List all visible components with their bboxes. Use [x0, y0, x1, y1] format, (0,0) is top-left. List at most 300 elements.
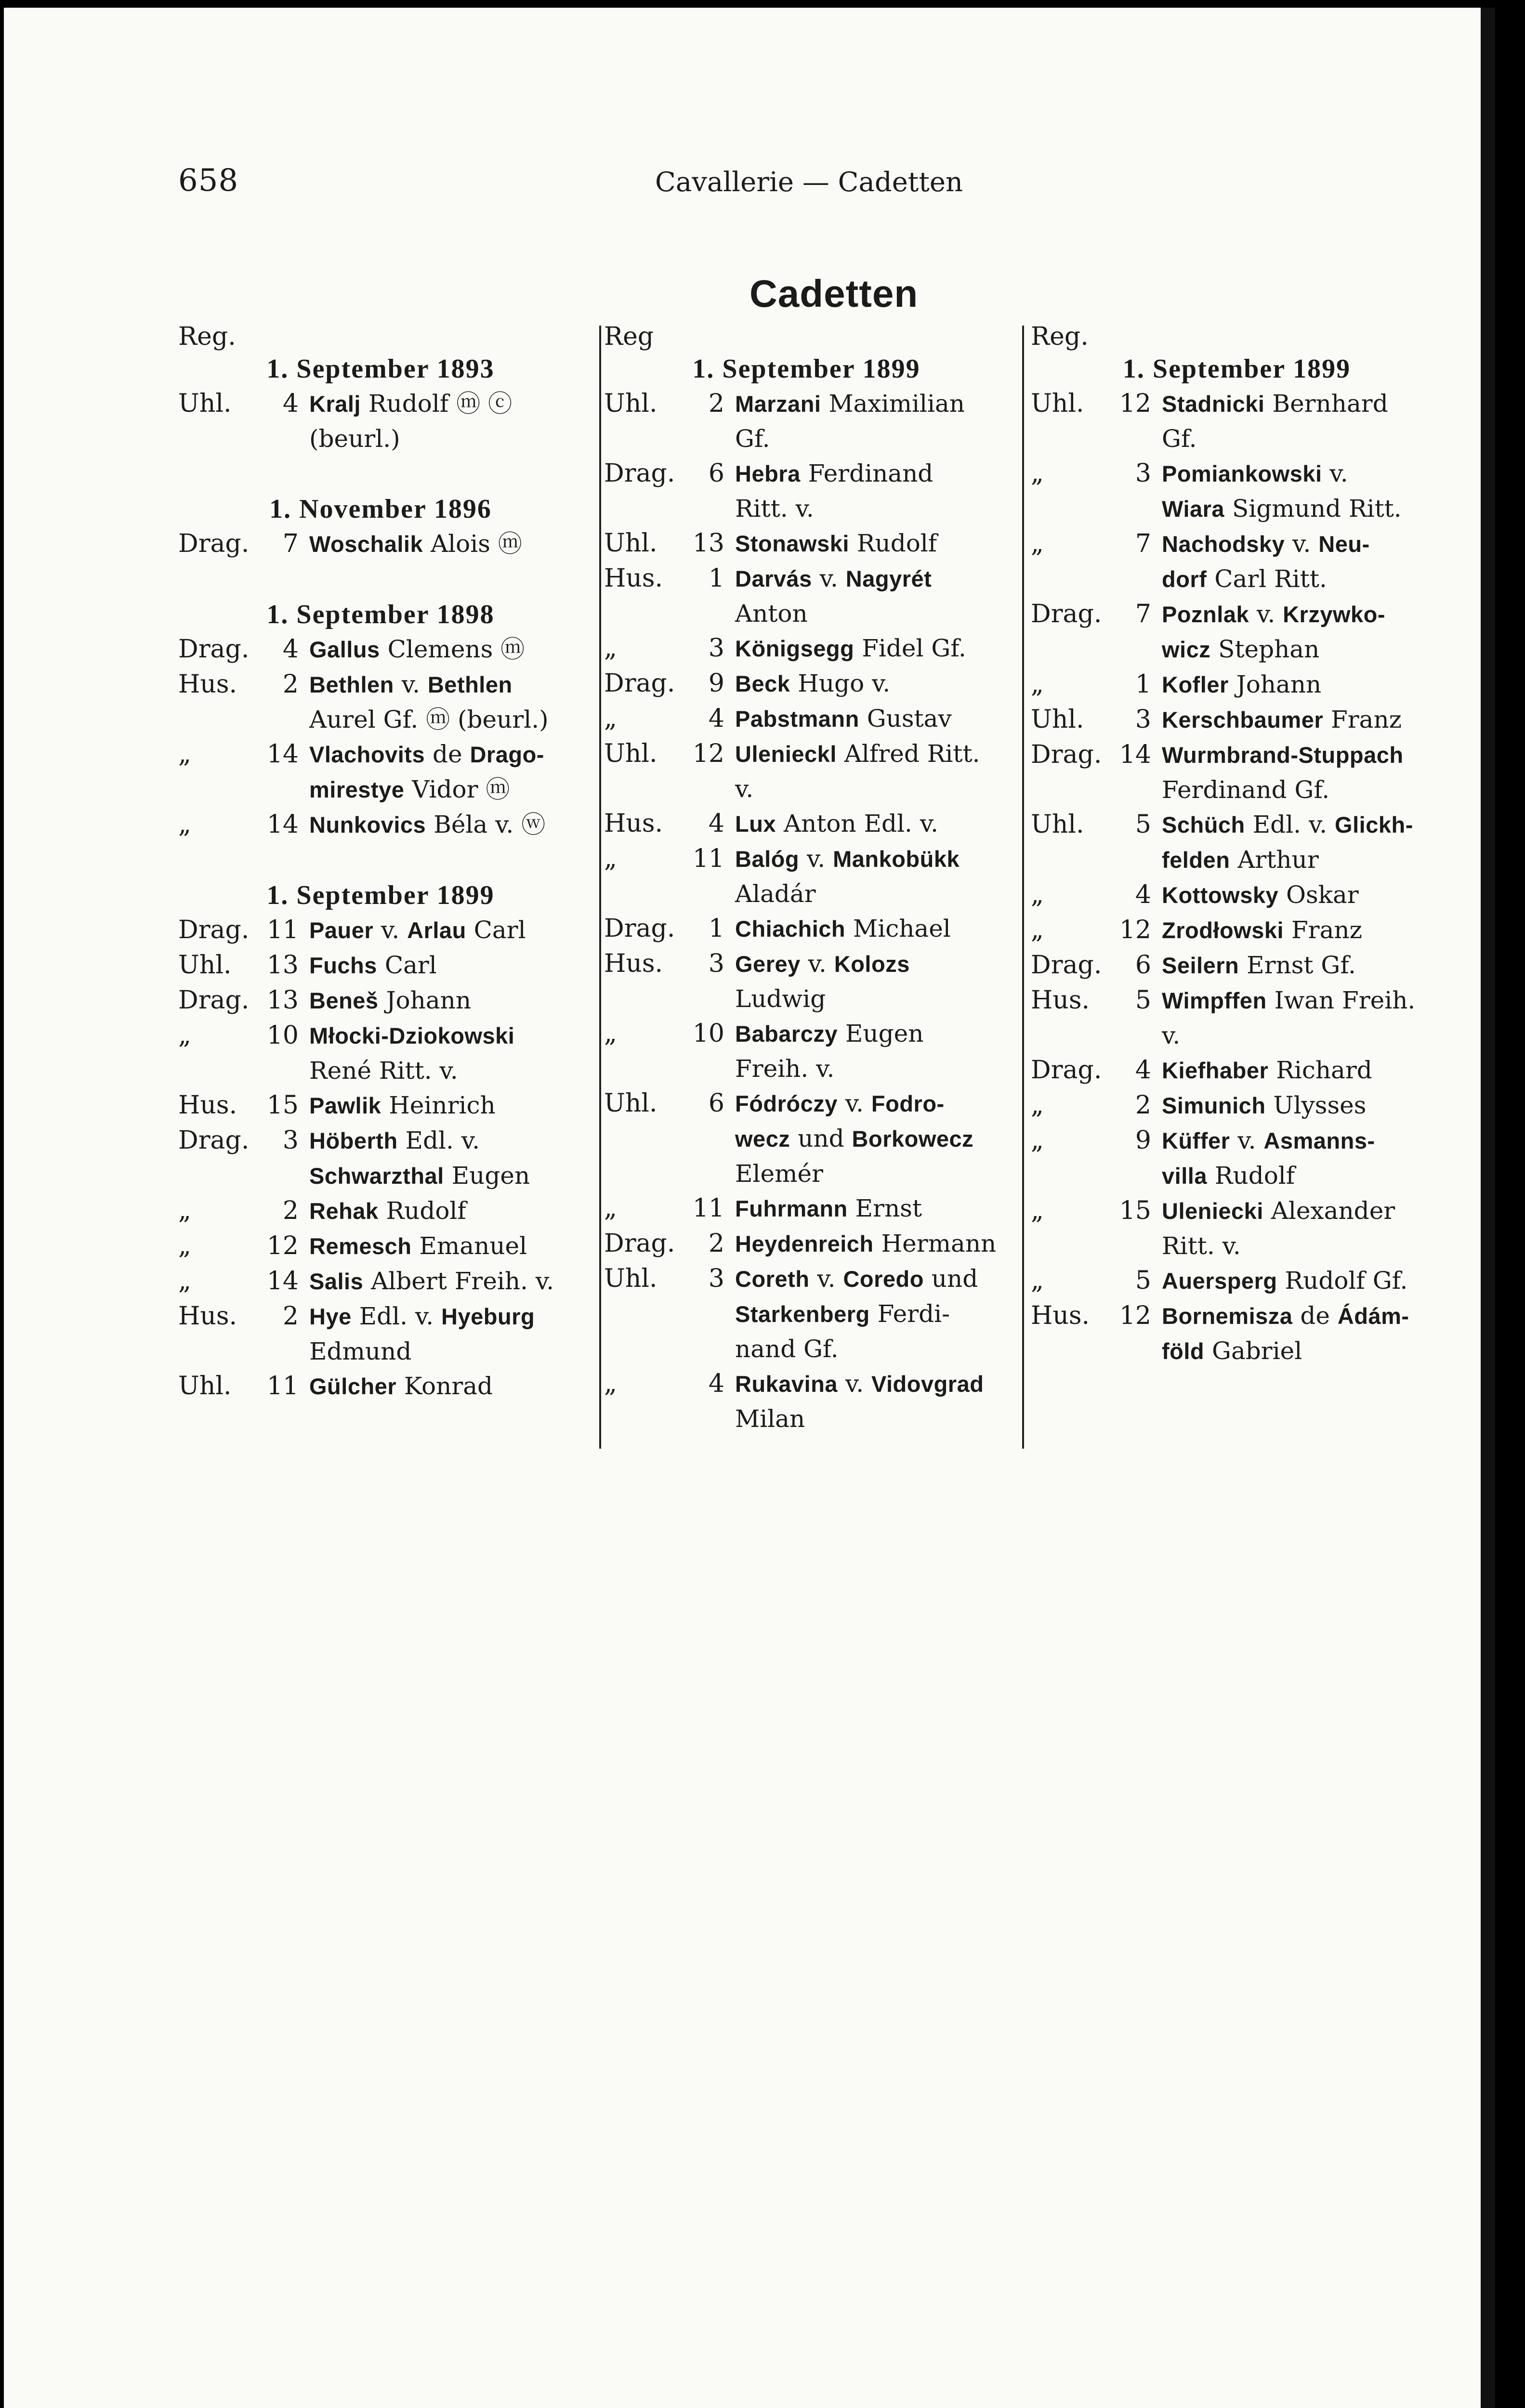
- surname-bold: Beck: [735, 671, 790, 696]
- regiment-number: 13: [692, 529, 724, 558]
- surname-bold: Młocki-Dziokowski: [309, 1023, 515, 1048]
- cadet-name: [1162, 948, 1443, 983]
- cadet-name: [735, 1366, 1009, 1436]
- entry-line: [1162, 1334, 1443, 1369]
- name-text: de: [425, 740, 470, 768]
- cadet-entry: [604, 1226, 1009, 1261]
- entry-line: [735, 1401, 1009, 1436]
- name-text: Clemens ⓜ: [380, 635, 525, 663]
- page-number: 658: [178, 163, 239, 198]
- regiment-type: Hus.: [1031, 986, 1090, 1015]
- regiment-type: Hus.: [1031, 1301, 1090, 1330]
- cadet-name: [1162, 877, 1443, 913]
- column-1: [178, 322, 583, 1404]
- regiment-type: Uhl.: [604, 1264, 657, 1293]
- cadet-name: [735, 561, 1009, 631]
- name-text: Ferdi-: [869, 1300, 950, 1328]
- cadet-entry: [178, 1088, 583, 1123]
- cadet-entry: [178, 386, 583, 456]
- section-title: Cadetten: [749, 272, 919, 315]
- surname-bold: Babarczy: [735, 1021, 838, 1047]
- entry-line: [1162, 983, 1443, 1018]
- name-text: (beurl.): [309, 425, 400, 453]
- name-text: Gustav: [859, 705, 952, 733]
- entry-line: [1162, 597, 1443, 632]
- cadet-name: [735, 666, 1009, 701]
- name-text: Sigmund Ritt.: [1224, 495, 1402, 523]
- regiment-number: 6: [1135, 951, 1151, 980]
- column-3: [1031, 322, 1443, 1369]
- entry-line: [1162, 737, 1443, 772]
- entry-line: [735, 596, 1009, 631]
- name-text: Rudolf ⓜ ⓒ: [361, 390, 513, 418]
- surname-bold: Gallus: [309, 637, 380, 662]
- entry-line: [735, 946, 1009, 982]
- surname-bold: Wimpffen: [1162, 988, 1267, 1013]
- cadet-entry: [604, 911, 1009, 946]
- name-text: Edl. v.: [1245, 811, 1335, 838]
- name-text: Aladár: [735, 880, 816, 908]
- regiment-number: 5: [1135, 986, 1151, 1015]
- cadet-name: [1162, 1053, 1443, 1088]
- entry-line: [1162, 1298, 1443, 1334]
- cadet-name: [309, 948, 583, 983]
- surname-bold: Krzywko-: [1283, 602, 1386, 627]
- regiment-type: Drag.: [604, 914, 675, 943]
- cadet-entry: [178, 1299, 583, 1369]
- regiment-type: „: [604, 634, 617, 663]
- cadet-entry: [178, 1229, 583, 1264]
- entry-line: [735, 911, 1009, 946]
- cadet-name: [309, 1369, 583, 1404]
- regiment-type: „: [178, 1231, 191, 1260]
- surname-bold: Küffer: [1162, 1128, 1230, 1153]
- name-text: nand Gf.: [735, 1335, 839, 1363]
- entry-line: [309, 667, 583, 702]
- cadet-name: [735, 701, 1009, 736]
- cadet-name: [309, 386, 583, 456]
- entry-line: [1162, 877, 1443, 913]
- surname-bold: Pauer: [309, 917, 374, 943]
- name-text: de: [1292, 1302, 1338, 1330]
- cadet-name: [309, 1299, 583, 1369]
- cadet-entry: [1031, 1193, 1443, 1263]
- regiment-type: Drag.: [178, 1126, 250, 1155]
- regiment-type: Hus.: [604, 809, 663, 838]
- regiment-type: Drag.: [178, 986, 250, 1015]
- entry-line: [309, 1018, 583, 1053]
- regiment-number: 14: [266, 810, 299, 839]
- surname-bold: Fódróczy: [735, 1091, 838, 1116]
- entry-line: [735, 877, 1009, 911]
- cadet-name: [1162, 807, 1443, 877]
- surname-bold: Mankobükk: [833, 846, 960, 872]
- name-text: Konrad: [396, 1372, 493, 1400]
- regiment-type: Uhl.: [1031, 810, 1084, 839]
- regiment-number: 4: [1135, 880, 1151, 909]
- surname-bold: Darvás: [735, 566, 812, 591]
- cadet-name: [1162, 737, 1443, 807]
- cadet-name: [309, 1088, 583, 1123]
- surname-bold: felden: [1162, 847, 1230, 873]
- entry-line: [309, 526, 583, 562]
- regiment-number: 2: [708, 389, 724, 418]
- cadet-name: [309, 737, 583, 807]
- name-text: Alexander: [1263, 1197, 1395, 1225]
- regiment-number: 6: [708, 1089, 724, 1118]
- regiment-type: „: [1031, 1126, 1044, 1155]
- cadet-name: [1162, 597, 1443, 667]
- cadet-name: [1162, 1298, 1443, 1369]
- cadet-name: [1162, 526, 1443, 597]
- regiment-type: Hus.: [604, 564, 663, 593]
- cadet-entry: [178, 948, 583, 983]
- cadet-name: [735, 386, 1009, 456]
- regiment-number: 3: [1135, 705, 1151, 734]
- name-text: Freih. v.: [735, 1055, 835, 1083]
- cadet-entry: [604, 1086, 1009, 1191]
- entry-line: [1162, 421, 1443, 456]
- cadet-name: [309, 1193, 583, 1229]
- name-text: Rudolf: [378, 1197, 466, 1225]
- surname-bold: Uleniecki: [1162, 1198, 1263, 1224]
- surname-bold: Wurmbrand-Stuppach: [1162, 742, 1404, 768]
- regiment-type: Hus.: [178, 1302, 237, 1331]
- regiment-number: 15: [1119, 1196, 1151, 1225]
- regiment-number: 1: [1135, 670, 1151, 699]
- cadet-entry: [604, 386, 1009, 456]
- regiment-type: „: [1031, 1266, 1044, 1295]
- surname-bold: dorf: [1162, 566, 1207, 592]
- name-text: v.: [373, 916, 408, 944]
- entry-line: [309, 1053, 583, 1088]
- name-text: Edmund: [309, 1337, 412, 1365]
- surname-bold: Pawlik: [309, 1093, 381, 1118]
- cadet-name: [735, 806, 1009, 841]
- surname-bold: Pomiankowski: [1162, 461, 1322, 486]
- regiment-type: „: [178, 1196, 191, 1225]
- cadet-entry: [1031, 386, 1443, 456]
- cadet-entry: [178, 983, 583, 1018]
- entry-line: [309, 1123, 583, 1158]
- regiment-number: 14: [266, 1267, 299, 1296]
- cadet-entry: [1031, 807, 1443, 877]
- entry-line: [1162, 491, 1443, 526]
- surname-bold: Remesch: [309, 1233, 412, 1259]
- name-text: v.: [1230, 1126, 1264, 1154]
- name-text: Alois ⓜ: [423, 530, 522, 558]
- regiment-type: Hus.: [178, 1091, 237, 1120]
- cadet-name: [309, 913, 583, 948]
- entry-line: [1162, 913, 1443, 948]
- regiment-type: Uhl.: [178, 389, 232, 418]
- entry-line: [735, 736, 1009, 772]
- regiment-type: Uhl.: [1031, 705, 1084, 734]
- surname-bold: Fuhrmann: [735, 1196, 848, 1221]
- name-text: Johann: [1228, 670, 1322, 698]
- cadet-entry: [178, 1369, 583, 1404]
- cadet-name: [1162, 386, 1443, 456]
- cadet-name: [735, 841, 1009, 911]
- cadet-entry: [1031, 983, 1443, 1053]
- cadet-name: [309, 1229, 583, 1264]
- cadet-entry: [1031, 877, 1443, 913]
- entry-line: [309, 1193, 583, 1229]
- surname-bold: Gerey: [735, 951, 801, 977]
- surname-bold: Hye: [309, 1304, 352, 1329]
- regiment-number: 4: [1135, 1056, 1151, 1085]
- reg-column-label: Reg.: [178, 322, 236, 351]
- entry-line: [735, 806, 1009, 841]
- surname-bold: villa: [1162, 1163, 1207, 1189]
- regiment-number: 3: [708, 949, 724, 978]
- cadet-entry: [178, 632, 583, 667]
- cadet-entry: [1031, 948, 1443, 983]
- surname-bold: Gülcher: [309, 1374, 397, 1399]
- name-text: v.: [800, 950, 834, 978]
- regiment-type: „: [604, 704, 617, 733]
- surname-bold: Bornemisza: [1162, 1303, 1293, 1329]
- cadet-name: [309, 526, 583, 562]
- regiment-number: 13: [266, 951, 299, 980]
- regiment-number: 12: [692, 739, 724, 768]
- surname-bold: Vlachovits: [309, 742, 425, 767]
- cadet-entry: [178, 807, 583, 842]
- cadet-name: [1162, 702, 1443, 737]
- surname-bold: föld: [1162, 1338, 1205, 1364]
- cadet-entry: [604, 631, 1009, 666]
- cadet-name: [735, 1261, 1009, 1366]
- name-text: Béla v. ⓦ: [426, 811, 546, 838]
- regiment-number: 11: [266, 1372, 299, 1400]
- surname-bold: Chiachich: [735, 916, 846, 942]
- entry-line: [1162, 1193, 1443, 1229]
- name-text: Ritt. v.: [735, 495, 814, 523]
- regiment-type: Drag.: [604, 669, 675, 698]
- regiment-number: 10: [266, 1021, 299, 1050]
- entry-line: [1162, 842, 1443, 877]
- entry-line: [1162, 1018, 1443, 1053]
- entry-line: [309, 807, 583, 842]
- name-text: Carl: [377, 951, 437, 979]
- cadet-entry: [604, 526, 1009, 561]
- name-text: Anton: [735, 600, 808, 628]
- regiment-number: 14: [1119, 740, 1151, 769]
- cadet-entry: [1031, 1053, 1443, 1088]
- entry-line: [309, 1229, 583, 1264]
- regiment-number: 4: [282, 389, 299, 418]
- cadet-entry: [178, 1193, 583, 1229]
- surname-bold: Auersperg: [1162, 1268, 1277, 1294]
- regiment-number: 9: [1135, 1126, 1151, 1155]
- entry-line: [309, 1299, 583, 1334]
- regiment-number: 5: [1135, 810, 1151, 839]
- column-divider-2: [1022, 326, 1024, 1449]
- surname-bold: Balóg: [735, 846, 800, 872]
- surname-bold: Wiara: [1162, 496, 1225, 522]
- cadet-name: [735, 911, 1009, 946]
- name-text: Gf.: [1162, 425, 1197, 453]
- cadet-name: [309, 1018, 583, 1088]
- name-text: Eugen: [444, 1162, 530, 1190]
- regiment-type: „: [178, 1267, 191, 1296]
- surname-bold: Neu-: [1318, 531, 1370, 557]
- cadet-name: [309, 1264, 583, 1299]
- regiment-number: 10: [692, 1019, 724, 1048]
- cadet-name: [1162, 1088, 1443, 1123]
- promotion-date-heading: 1. September 1898: [266, 600, 495, 629]
- entry-line: [1162, 386, 1443, 421]
- name-text: Hugo v.: [790, 669, 891, 697]
- surname-bold: Schwarzthal: [309, 1163, 444, 1189]
- regiment-type: Drag.: [178, 635, 250, 664]
- regiment-type: Drag.: [604, 1229, 675, 1258]
- regiment-type: „: [604, 1019, 617, 1048]
- regiment-type: Uhl.: [178, 1372, 232, 1400]
- surname-bold: Rehak: [309, 1198, 379, 1224]
- cadet-name: [735, 1016, 1009, 1086]
- entry-line: [735, 1261, 1009, 1296]
- cadet-name: [735, 1226, 1009, 1261]
- cadet-name: [735, 456, 1009, 526]
- name-text: Franz: [1323, 706, 1402, 733]
- surname-bold: Pabstmann: [735, 706, 859, 732]
- name-text: Iwan Freih.: [1266, 986, 1416, 1014]
- cadet-name: [309, 632, 583, 667]
- regiment-number: 12: [1119, 916, 1151, 944]
- regiment-type: Drag.: [1031, 600, 1102, 628]
- surname-bold: Stadnicki: [1162, 391, 1265, 417]
- regiment-type: Uhl.: [604, 389, 657, 418]
- name-text: Ritt. v.: [1162, 1232, 1241, 1260]
- surname-bold: Kralj: [309, 391, 361, 417]
- entry-line: [735, 841, 1009, 877]
- name-text: Ferdinand Gf.: [1162, 776, 1330, 804]
- regiment-type: Drag.: [178, 916, 250, 944]
- cadet-entry: [604, 1261, 1009, 1366]
- regiment-type: „: [178, 810, 191, 839]
- surname-bold: Kiefhaber: [1162, 1058, 1269, 1083]
- name-text: Oskar: [1278, 881, 1359, 909]
- entry-line: [309, 948, 583, 983]
- name-text: Fidel Gf.: [854, 634, 966, 662]
- surname-bold: Bethlen: [309, 672, 394, 697]
- entry-line: [735, 1121, 1009, 1156]
- regiment-number: 1: [708, 914, 724, 943]
- regiment-number: 3: [708, 1264, 724, 1293]
- name-text: Albert Freih. v.: [363, 1267, 554, 1295]
- surname-bold: Stonawski: [735, 531, 849, 556]
- name-text: Franz: [1284, 916, 1362, 944]
- surname-bold: Nunkovics: [309, 812, 426, 838]
- name-text: Emanuel: [411, 1232, 527, 1260]
- regiment-number: 4: [708, 809, 724, 838]
- cadet-entry: [178, 1018, 583, 1088]
- entry-line: [1162, 807, 1443, 842]
- name-text: Ferdinand: [800, 459, 933, 487]
- promotion-date-heading: 1. September 1899: [692, 354, 920, 384]
- surname-bold: Coredo: [843, 1266, 924, 1292]
- cadet-entry: [1031, 737, 1443, 807]
- name-text: Hermann: [873, 1230, 997, 1257]
- entry-line: [309, 913, 583, 948]
- regiment-number: 13: [266, 986, 299, 1015]
- regiment-number: 9: [708, 669, 724, 698]
- name-text: v.: [1162, 1021, 1181, 1049]
- cadet-name: [735, 631, 1009, 666]
- reg-column-label: Reg: [604, 322, 654, 351]
- cadet-entry: [604, 736, 1009, 806]
- entry-line: [735, 1016, 1009, 1051]
- cadet-name: [735, 526, 1009, 561]
- surname-bold: Rukavina: [735, 1371, 838, 1397]
- surname-bold: Marzani: [735, 391, 821, 417]
- surname-bold: Kofler: [1162, 672, 1229, 697]
- surname-bold: Vidovgrad: [871, 1371, 984, 1397]
- regiment-type: Drag.: [1031, 1056, 1102, 1085]
- name-text: und: [790, 1125, 852, 1152]
- surname-bold: Fuchs: [309, 953, 377, 978]
- regiment-type: „: [604, 844, 617, 873]
- regiment-number: 15: [266, 1091, 299, 1120]
- regiment-number: 1: [708, 564, 724, 593]
- regiment-type: Drag.: [1031, 951, 1102, 980]
- entry-line: [309, 421, 583, 456]
- regiment-number: 12: [1119, 1301, 1151, 1330]
- entry-line: [1162, 1158, 1443, 1193]
- cadet-entry: [1031, 913, 1443, 948]
- cadet-name: [1162, 667, 1443, 702]
- regiment-type: Uhl.: [178, 951, 232, 980]
- surname-bold: Hyeburg: [441, 1304, 535, 1329]
- surname-bold: Zrodłowski: [1162, 917, 1284, 943]
- entry-line: [735, 666, 1009, 701]
- regiment-type: „: [1031, 670, 1044, 699]
- entry-line: [735, 526, 1009, 561]
- cadet-entry: [604, 666, 1009, 701]
- promotion-date-heading: 1. September 1899: [1122, 354, 1351, 384]
- name-text: Bernhard: [1264, 390, 1388, 418]
- regiment-type: Hus.: [178, 670, 237, 699]
- regiment-number: 7: [1135, 600, 1151, 628]
- surname-bold: Höberth: [309, 1128, 398, 1153]
- cadet-entry: [604, 456, 1009, 526]
- cadet-entry: [178, 526, 583, 562]
- cadet-entry: [604, 1366, 1009, 1436]
- entry-line: [1162, 1088, 1443, 1123]
- name-text: Gf.: [735, 425, 770, 453]
- name-text: und: [923, 1265, 978, 1293]
- surname-bold: Kolozs: [834, 951, 910, 977]
- name-text: Anton Edl. v.: [776, 810, 939, 838]
- regiment-number: 11: [266, 916, 299, 944]
- entry-line: [309, 1369, 583, 1404]
- regiment-number: 12: [266, 1231, 299, 1260]
- name-text: Heinrich: [381, 1091, 496, 1119]
- name-text: Maximilian: [821, 390, 965, 418]
- cadet-entry: [604, 1191, 1009, 1226]
- name-text: v.: [1322, 459, 1348, 487]
- surname-bold: Asmanns-: [1263, 1128, 1375, 1153]
- entry-line: [735, 386, 1009, 421]
- entry-line: [735, 772, 1009, 806]
- entry-line: [309, 702, 583, 737]
- surname-bold: Hebra: [735, 461, 801, 486]
- entry-line: [735, 456, 1009, 491]
- surname-bold: wecz: [735, 1126, 790, 1152]
- cadet-entry: [604, 806, 1009, 841]
- name-text: Carl Ritt.: [1207, 565, 1327, 593]
